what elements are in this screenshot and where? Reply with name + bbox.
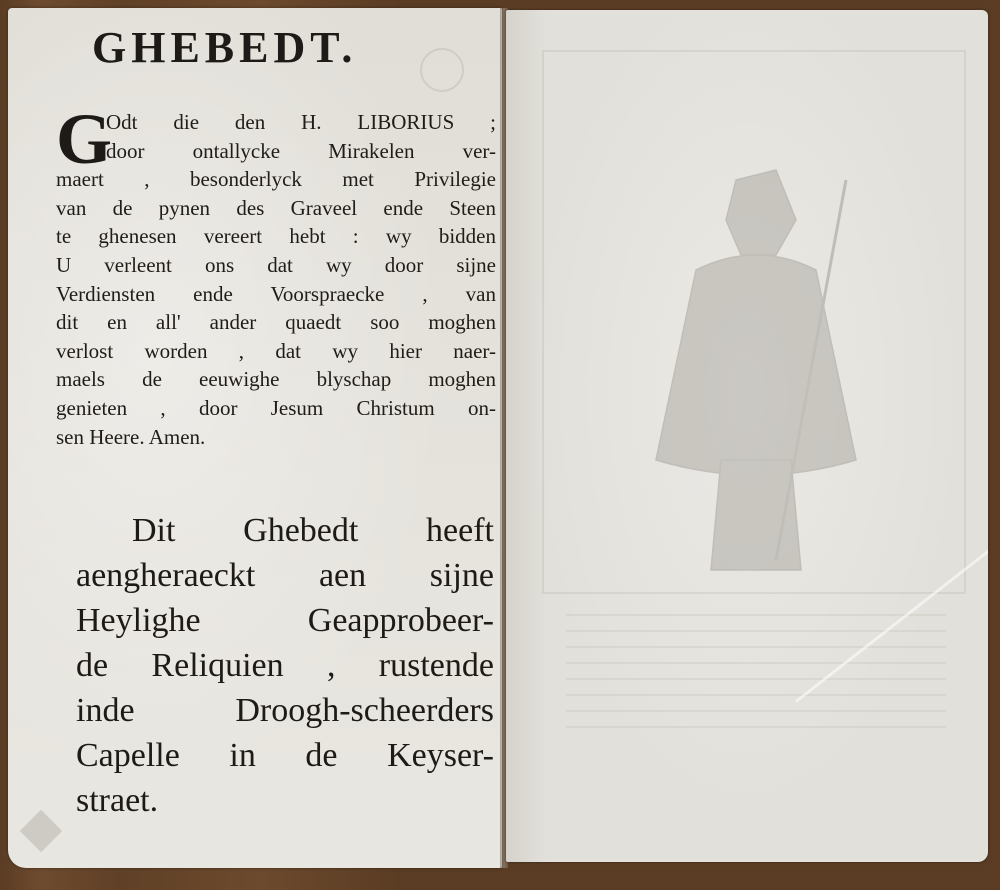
notice-line: de Reliquien , rustende <box>76 647 494 684</box>
prayer-line: dit en all' ander quaedt soo moghen <box>56 310 496 335</box>
mitre-shape <box>726 170 796 255</box>
prayer-line: van de pynen des Graveel ende Steen <box>56 195 496 220</box>
prayer-line: maels de eeuwighe blyschap moghen <box>56 367 496 392</box>
prayer-text <box>56 99 496 451</box>
notice-line: aengheraeckt aen sijne <box>76 557 494 594</box>
notice-line: Capelle in de Keyser- <box>76 737 494 774</box>
notice-line: straet. <box>76 782 159 819</box>
relic-notice <box>76 508 494 823</box>
faded-saint-engraving <box>626 160 886 580</box>
prayer-line: U verleent ons dat wy door sijne <box>56 252 496 277</box>
notice-line: Dit Ghebedt heeft <box>132 512 494 549</box>
prayer-line: te ghenesen vereert hebt : wy bidden <box>56 224 496 249</box>
prayer-line: door ontallycke Mirakelen ver- <box>106 138 496 163</box>
prayer-line: Odt die den H. LIBORIUS ; <box>106 110 496 134</box>
left-page <box>8 8 502 868</box>
worn-corner <box>20 810 62 852</box>
prayer-line: genieten , door Jesum Christum on- <box>56 395 496 420</box>
notice-line: inde Droogh-scheerders <box>76 692 494 729</box>
prayer-line: Verdiensten ende Voorspraecke , van <box>56 281 496 306</box>
prayer-line: sen Heere. Amen. <box>56 424 206 449</box>
prayer-line: verlost worden , dat wy hier naer- <box>56 338 496 363</box>
bleed-through-text <box>566 600 946 742</box>
drop-cap: G <box>56 99 113 179</box>
notice-line: Heylighe Geapprobeer- <box>76 602 494 639</box>
prayer-line: maert , besonderlyck met Privilegie <box>56 167 496 192</box>
robe-shape <box>711 460 801 570</box>
prayer-title: GHEBEDT. <box>92 23 358 72</box>
bleed-through-ornament <box>420 48 464 92</box>
right-page <box>506 10 988 862</box>
